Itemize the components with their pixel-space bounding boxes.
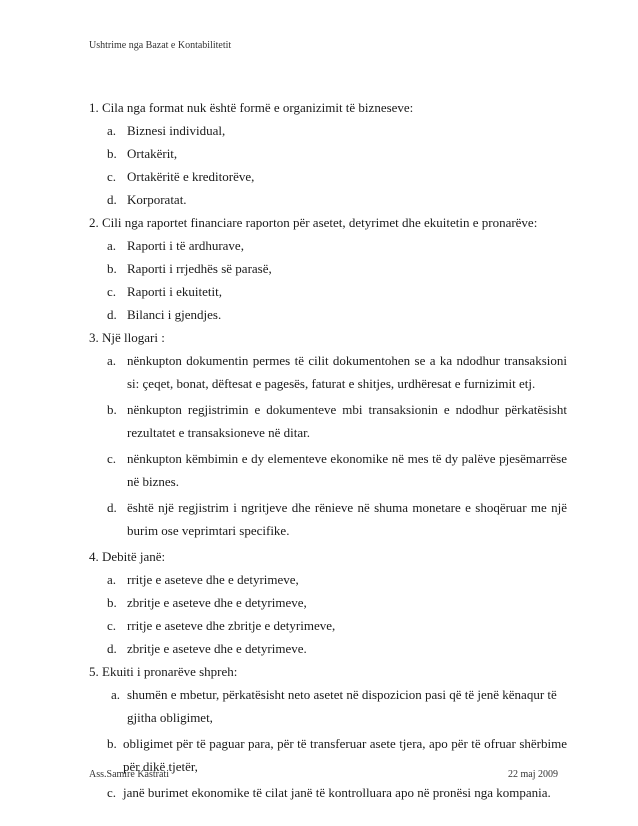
option-letter: c. xyxy=(107,284,117,299)
option-text: janë burimet ekonomike të cilat janë të kontrolluara apo në pronësi nga kompania. xyxy=(123,785,551,800)
option-letter: d. xyxy=(107,500,117,515)
question-4: 4. Debitë janë: xyxy=(89,549,166,564)
footer-date: 22 maj 2009 xyxy=(508,769,558,780)
option-letter: a. xyxy=(107,572,117,587)
option-text: nënkupton këmbimin e dy elementeve ekonomike në mes të dy palëve pjesëmarrëse në biznes. xyxy=(127,451,567,489)
option-letter: b. xyxy=(107,402,117,417)
option-letter: b. xyxy=(107,261,117,276)
option-3b xyxy=(89,398,567,444)
question-5: 5. Ekuiti i pronarëve shpreh: xyxy=(89,664,238,679)
option-letter: c. xyxy=(107,785,117,800)
option-letter: b. xyxy=(107,595,117,610)
option-letter: b. xyxy=(107,736,117,751)
option-4d xyxy=(89,637,567,660)
option-2d xyxy=(89,303,567,326)
option-text: është një regjistrim i ngritjeve dhe rënieve në shuma monetare e shoqëruar me një burim ose veprimtari specifike. xyxy=(127,500,567,538)
option-text: nënkupton dokumentin permes të cilit dokumentohen se a ka ndodhur transaksioni si: çeqet, bonat, dëftesat e pagesës, faturat e shitjes, urdhëresat e furnizimit etj. xyxy=(127,353,567,391)
option-letter: c. xyxy=(107,618,117,633)
option-letter: c. xyxy=(107,451,117,466)
option-letter: c. xyxy=(107,169,117,184)
option-text: Bilanci i gjendjes. xyxy=(127,307,222,322)
page-header: Ushtrime nga Bazat e Kontabilitetit xyxy=(89,40,232,51)
option-letter: a. xyxy=(107,123,117,138)
option-1a xyxy=(89,119,567,142)
option-text: Ortakëritë e kreditorëve, xyxy=(127,169,255,184)
option-4c xyxy=(89,614,567,637)
option-2c xyxy=(89,280,567,303)
option-5c xyxy=(89,781,567,804)
question-2: 2. Cili nga raportet financiare raporton për asetet, detyrimet dhe ekuitetin e pronarëve: xyxy=(89,215,538,230)
option-letter: d. xyxy=(107,641,117,656)
option-2b xyxy=(89,257,567,280)
question-1: 1. Cila nga format nuk është formë e organizimit të bizneseve: xyxy=(89,100,414,115)
option-text: Raporti i të ardhurave, xyxy=(127,238,244,253)
option-text: Biznesi individual, xyxy=(127,123,226,138)
option-text: zbritje e aseteve dhe e detyrimeve, xyxy=(127,595,307,610)
option-text: Raporti i ekuitetit, xyxy=(127,284,222,299)
option-text: Ortakërit, xyxy=(127,146,178,161)
option-2a xyxy=(89,234,567,257)
option-letter: a. xyxy=(107,353,117,368)
option-letter: a. xyxy=(111,687,121,702)
option-1b xyxy=(89,142,567,165)
option-text: zbritje e aseteve dhe e detyrimeve. xyxy=(127,641,307,656)
option-letter: a. xyxy=(107,238,117,253)
option-text: rritje e aseteve dhe zbritje e detyrimeve, xyxy=(127,618,336,633)
option-3d xyxy=(89,496,567,542)
option-text: rritje e aseteve dhe e detyrimeve, xyxy=(127,572,299,587)
option-1d xyxy=(89,188,567,211)
option-4a xyxy=(89,568,567,591)
option-letter: d. xyxy=(107,307,117,322)
option-text: Korporatat. xyxy=(127,192,187,207)
footer-author: Ass.Samire Kastrati xyxy=(89,769,169,780)
option-letter: d. xyxy=(107,192,117,207)
question-3: 3. Një llogari : xyxy=(89,330,165,345)
option-text: nënkupton regjistrimin e dokumenteve mbi transaksionin e ndodhur përkatësisht rezultatet e transaksioneve në ditar. xyxy=(127,402,567,440)
option-5a xyxy=(89,683,567,729)
document-body xyxy=(89,96,567,804)
option-4b xyxy=(89,591,567,614)
option-text: shumën e mbetur, përkatësisht neto asetet në dispozicion pasi që të jenë kënaqur të gjitha obligimet, xyxy=(127,687,557,725)
option-3c xyxy=(89,447,567,493)
option-1c xyxy=(89,165,567,188)
option-letter: b. xyxy=(107,146,117,161)
option-text: Raporti i rrjedhës së parasë, xyxy=(127,261,272,276)
option-text: obligimet për të paguar para, për të transferuar asete tjera, apo për të ofruar shërbime për dikë tjetër, xyxy=(123,736,567,774)
option-3a xyxy=(89,349,567,395)
